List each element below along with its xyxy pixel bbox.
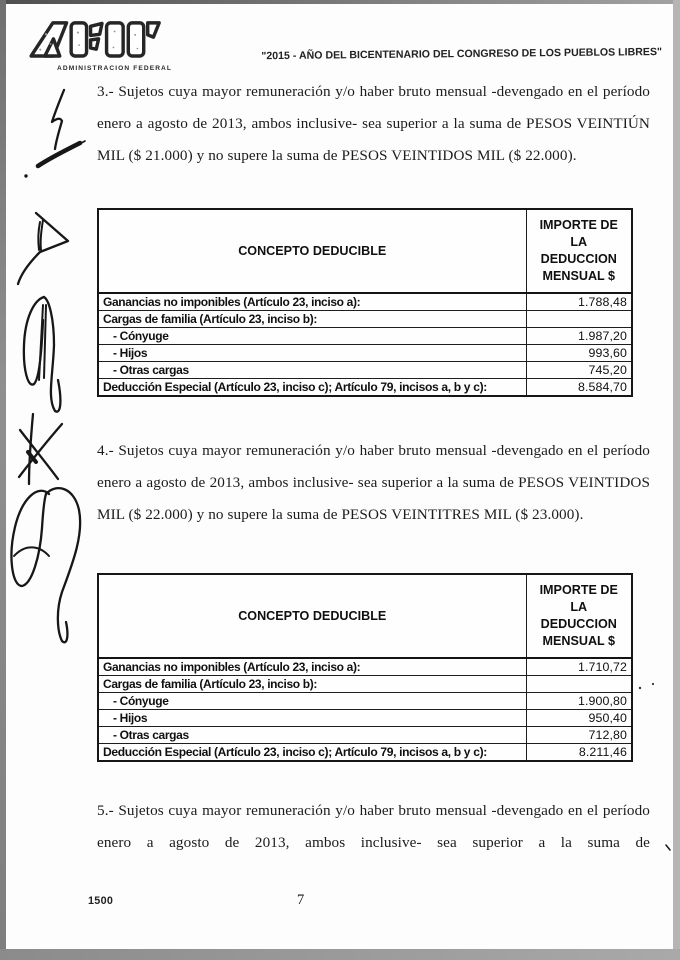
logo-letter-p (128, 23, 143, 56)
row-value: 1.900,80 (526, 693, 632, 710)
row-label: Cargas de familia (Artículo 23, inciso b): (98, 676, 526, 693)
row-label: - Otras cargas (98, 727, 526, 744)
logo-letter-i (107, 23, 124, 56)
scan-edge-bottom (0, 949, 680, 960)
table-row (98, 311, 632, 328)
table-row (98, 710, 632, 727)
table-header-row (98, 209, 632, 293)
table-row (98, 693, 632, 710)
scan-edge-left (0, 0, 6, 960)
handwritten-mark-slash (38, 143, 80, 166)
table-row (98, 658, 632, 676)
page-number: 7 (297, 892, 305, 908)
handwritten-mark-x-stroke-3 (29, 414, 33, 484)
logo-letter-f-arm-top (91, 23, 102, 35)
scan-edge-right (673, 0, 680, 960)
handwritten-mark-slash-tip (60, 141, 85, 154)
row-label: Deducción Especial (Artículo 23, inciso c); Artículo 79, incisos a, b y c): (98, 744, 526, 762)
deduction-table-1 (97, 208, 633, 397)
handwritten-mark-triangle-scribble (38, 220, 43, 250)
handwritten-mark-loop-right (44, 297, 60, 412)
table-row (98, 727, 632, 744)
row-value: 712,80 (526, 727, 632, 744)
row-label: Ganancias no imponibles (Artículo 23, inciso a): (98, 658, 526, 676)
row-label: - Cónyuge (98, 328, 526, 345)
table-row (98, 328, 632, 345)
handwritten-mark-b-left-loop (11, 491, 49, 586)
row-value: 8.211,46 (526, 744, 632, 762)
row-value: 745,20 (526, 362, 632, 379)
logo-letter-f-arm-bottom (91, 39, 99, 49)
logo-subtitle: ADMINISTRACION FEDERAL (57, 65, 173, 72)
handwritten-mark-x-stroke-2 (20, 430, 58, 479)
row-value: 1.987,20 (526, 328, 632, 345)
paragraph-item-3: 3.- Sujetos cuya mayor remuneración y/o haber bruto mensual -devengado en el período enero a agosto de 2013, ambos inclusive- sea superior a la suma de PESOS VEINTIÚN MIL ($ 21.000) y no supere la suma de PESOS VEINTIDOS MIL ($ 22.000). (97, 83, 650, 164)
handwritten-speck-1 (639, 687, 641, 689)
scan-edge-top (0, 0, 680, 4)
row-value: 1.710,72 (526, 658, 632, 676)
row-label: - Hijos (98, 710, 526, 727)
row-label: Ganancias no imponibles (Artículo 23, inciso a): (98, 293, 526, 311)
row-value (526, 311, 632, 328)
row-value: 993,60 (526, 345, 632, 362)
afip-logo (26, 20, 162, 60)
logo-letter-f-bar (71, 23, 86, 56)
form-number: 1500 (88, 895, 114, 907)
row-label: Cargas de familia (Artículo 23, inciso b): (98, 311, 526, 328)
logo-letter-p-flag (148, 23, 159, 37)
table-body (98, 658, 632, 761)
handwritten-speck-2 (652, 683, 654, 685)
table-row (98, 293, 632, 311)
row-value (526, 676, 632, 693)
handwritten-mark-lightning (52, 90, 64, 149)
concept-column-header: CONCEPTO DEDUCIBLE (98, 209, 526, 293)
amount-column-header: IMPORTE DE LA DEDUCCION MENSUAL $ (526, 574, 632, 658)
handwritten-mark-loop-left (24, 297, 44, 385)
handwritten-mark-x-blob (28, 452, 36, 462)
table-row (98, 345, 632, 362)
table-row (98, 744, 632, 762)
table-row (98, 362, 632, 379)
handwritten-mark-loop-inner (39, 305, 46, 380)
paragraph-item-4: 4.- Sujetos cuya mayor remuneración y/o haber bruto mensual -devengado en el período enero a agosto de 2013, ambos inclusive- sea superior a la suma de PESOS VEINTIDOS MIL ($ 22.000) y no supere la suma de PESOS VEINTITRES MIL ($ 23.000). (97, 442, 650, 523)
concept-column-header: CONCEPTO DEDUCIBLE (98, 574, 526, 658)
row-label: Deducción Especial (Artículo 23, inciso c); Artículo 79, incisos a, b y c): (98, 379, 526, 397)
handwritten-tick-right (666, 845, 670, 850)
handwritten-mark-b-cross (14, 547, 49, 556)
handwritten-mark-triangle (18, 213, 68, 284)
table-row (98, 379, 632, 397)
row-label: - Otras cargas (98, 362, 526, 379)
table-header-row (98, 574, 632, 658)
table-row (98, 676, 632, 693)
amount-column-header: IMPORTE DE LA DEDUCCION MENSUAL $ (526, 209, 632, 293)
handwritten-mark-b-right-loop (46, 488, 80, 642)
row-value: 950,40 (526, 710, 632, 727)
deduction-table-2 (97, 573, 633, 762)
row-label: - Cónyuge (98, 693, 526, 710)
paragraph-item-5: 5.- Sujetos cuya mayor remuneración y/o haber bruto mensual -devengado en el período enero a agosto de 2013, ambos inclusive- sea superior a la suma de (97, 802, 650, 851)
handwritten-dot (24, 174, 27, 177)
table-body (98, 293, 632, 396)
row-value: 1.788,48 (526, 293, 632, 311)
row-value: 8.584,70 (526, 379, 632, 397)
handwritten-mark-x-stroke-1 (19, 424, 62, 477)
year-legend: "2015 - AÑO DEL BICENTENARIO DEL CONGRESO DE LOS PUEBLOS LIBRES" (261, 46, 663, 63)
row-label: - Hijos (98, 345, 526, 362)
